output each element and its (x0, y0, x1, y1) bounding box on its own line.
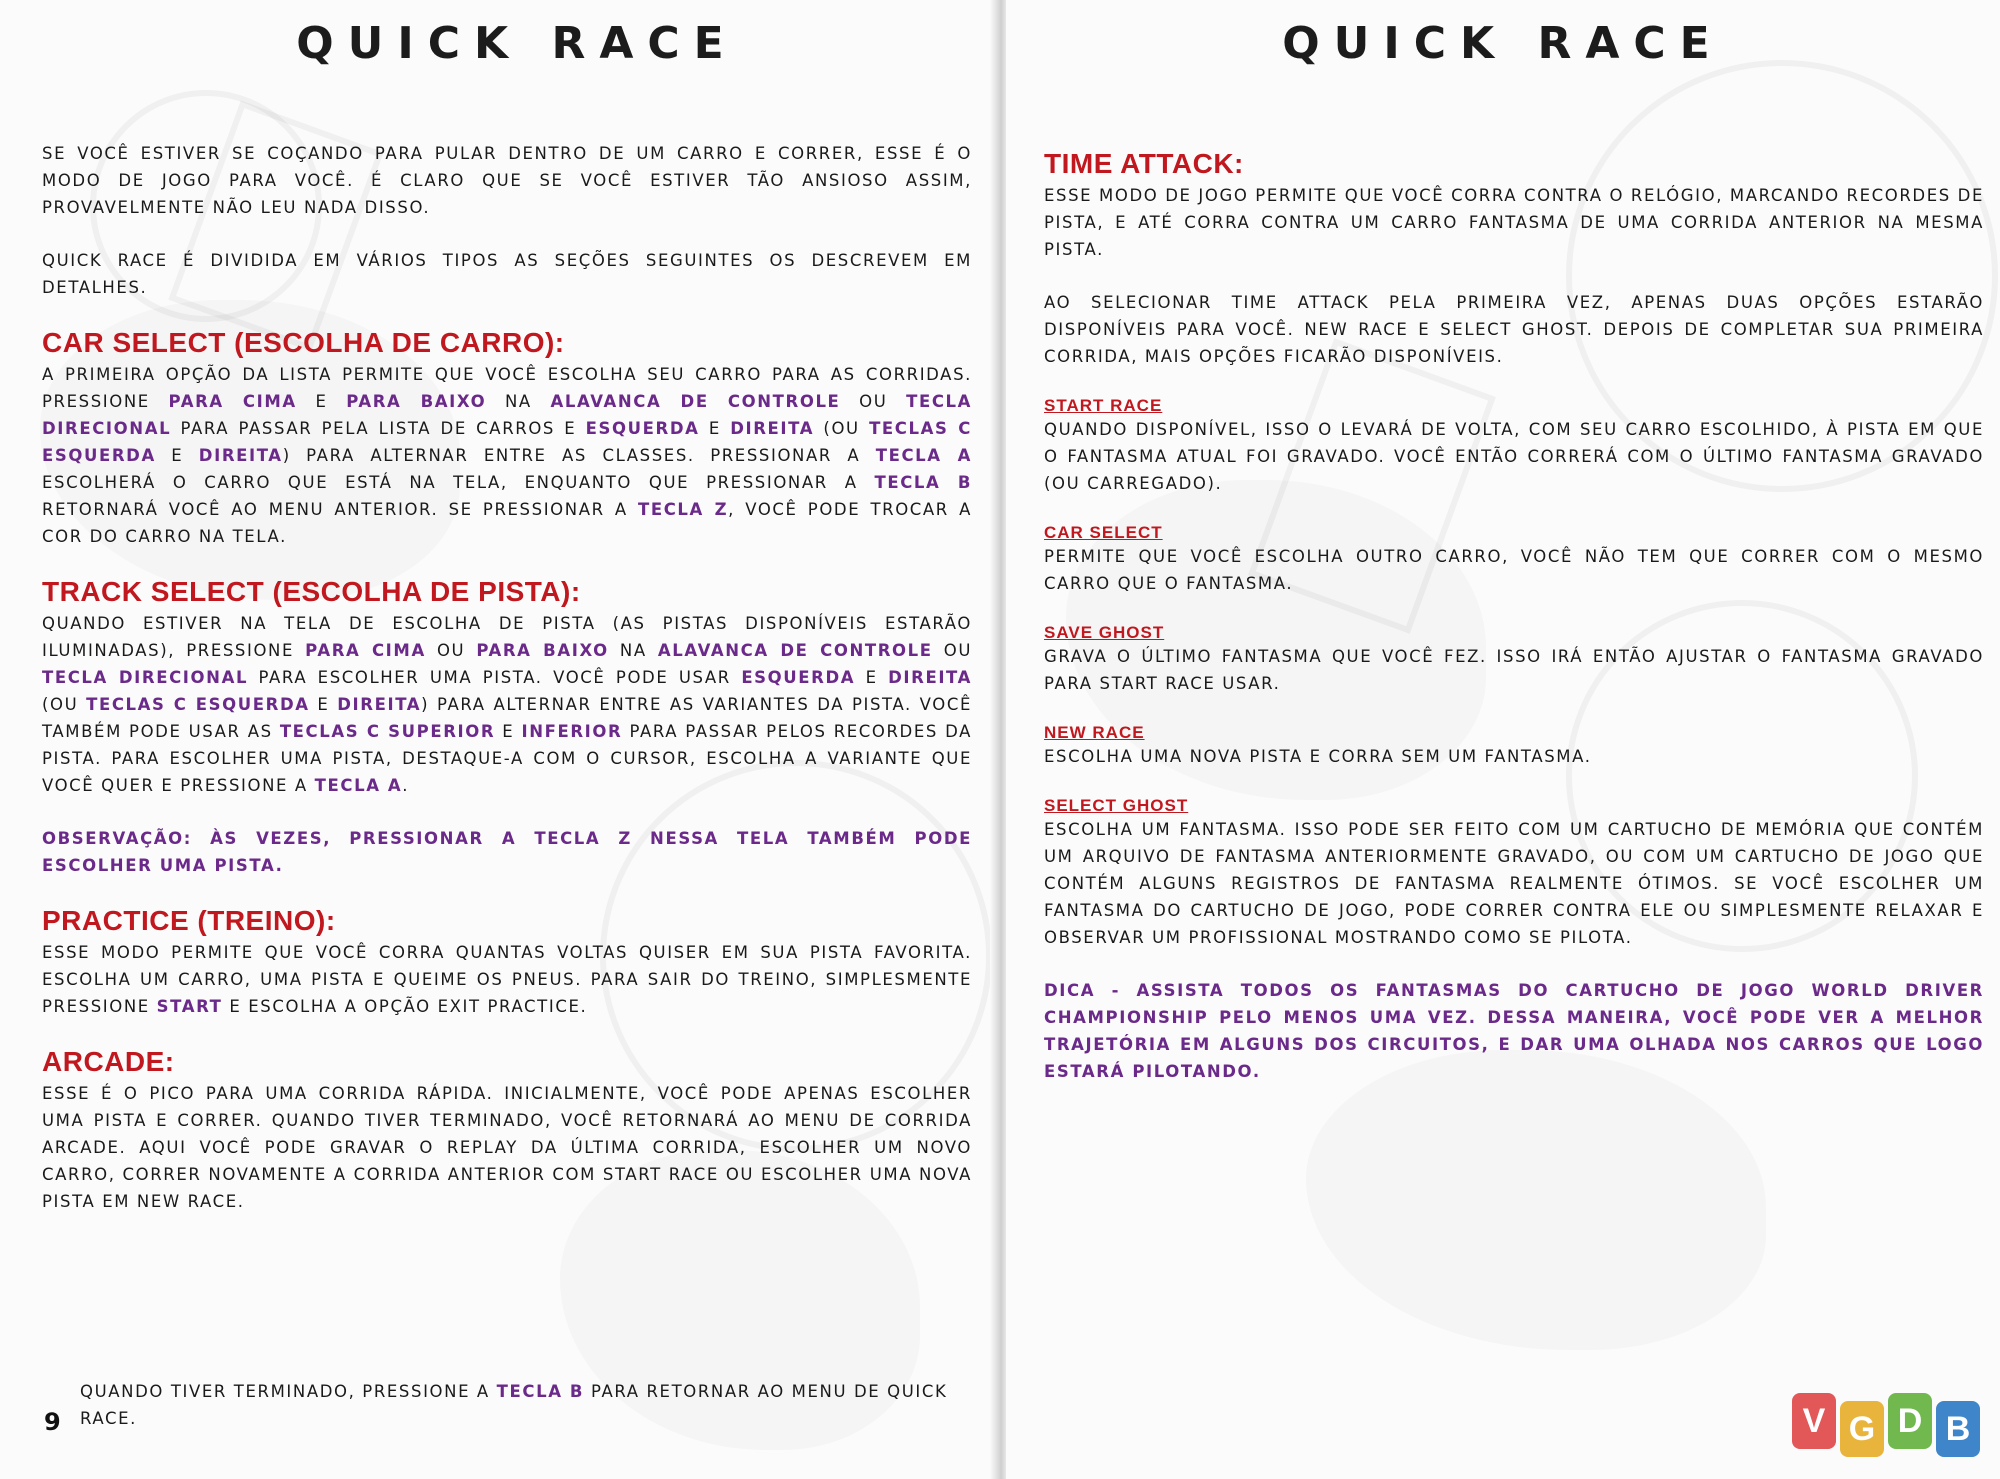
car-select-text: A PRIMEIRA OPÇÃO DA LISTA PERMITE QUE VOCÊ ESCOLHA SEU CARRO PARA AS CORRIDAS. PRESSIONE PARA CIMA E PARA BAIXO NA ALAVANCA DE CONTROLE OU TECLA DIRECIONAL PARA PASSAR PELA LISTA DE CARROS E ESQUERDA E DIREITA (OU TECLAS C ESQUERDA E DIREITA) PARA ALTERNAR ENTRE AS CLASSES. PRESSIONAR A TECLA A ESCOLHERÁ O CARRO QUE ESTÁ NA TELA, ENQUANTO QUE PRESSIONAR A TECLA B RETORNARÁ VOCÊ AO MENU ANTERIOR. SE PRESSIONAR A TECLA Z, VOCÊ PODE TROCAR A COR DO CARRO NA TELA. (42, 365, 973, 546)
start-race-text: QUANDO DISPONÍVEL, ISSO O LEVARÁ DE VOLTA, COM SEU CARRO ESCOLHIDO, À PISTA EM QUE O FANTASMA ATUAL FOI GRAVADO. VOCÊ ENTÃO CORRERÁ COM O ÚLTIMO FANTASMA GRAVADO (OU CARREGADO). (1044, 420, 1984, 493)
section-heading-track-select: TRACK SELECT (ESCOLHA DE PISTA): (42, 576, 581, 607)
save-ghost-text: GRAVA O ÚLTIMO FANTASMA QUE VOCÊ FEZ. ISSO IRÁ ENTÃO AJUSTAR O FANTASMA GRAVADO PARA START RACE USAR. (1044, 647, 1984, 693)
logo-letter: B (1936, 1401, 1980, 1457)
section-heading-arcade: ARCADE: (42, 1046, 175, 1077)
new-race-text: ESCOLHA UMA NOVA PISTA E CORRA SEM UM FANTASMA. (1044, 747, 1592, 766)
left-page (0, 0, 994, 1479)
arcade-text: ESSE É O PICO PARA UMA CORRIDA RÁPIDA. INICIALMENTE, VOCÊ PODE APENAS ESCOLHER UMA PISTA E CORRER. QUANDO TIVER TERMINADO, VOCÊ RETORNARÁ AO MENU DE CORRIDA ARCADE. AQUI VOCÊ PODE GRAVAR O REPLAY DA ÚLTIMA CORRIDA, ESCOLHER UM NOVO CARRO, CORRER NOVAMENTE A CORRIDA ANTERIOR COM START RACE OU ESCOLHER UMA NOVA PISTA EM NEW RACE. (42, 1084, 972, 1211)
subheading-new-race: NEW RACE (1044, 723, 1145, 742)
intro-paragraph: QUICK RACE É DIVIDIDA EM VÁRIOS TIPOS AS SEÇÕES SEGUINTES OS DESCREVEM EM DETALHES. (42, 251, 972, 297)
logo-letter: D (1888, 1393, 1932, 1449)
logo-letter: G (1840, 1401, 1884, 1457)
subheading-select-ghost: SELECT GHOST (1044, 796, 1189, 815)
footer-text: QUANDO TIVER TERMINADO, PRESSIONE A TECLA B PARA RETORNAR AO MENU DE QUICK RACE. (80, 1382, 948, 1428)
track-select-text: QUANDO ESTIVER NA TELA DE ESCOLHA DE PISTA (AS PISTAS DISPONÍVEIS ESTARÃO ILUMINADAS), PRESSIONE PARA CIMA OU PARA BAIXO NA ALAVANCA DE CONTROLE OU TECLA DIRECIONAL PARA ESCOLHER UMA PISTA. VOCÊ PODE USAR ESQUERDA E DIREITA (OU TECLAS C ESQUERDA E DIREITA) PARA ALTERNAR ENTRE AS VARIANTES DA PISTA. VOCÊ TAMBÉM PODE USAR AS TECLAS C SUPERIOR E INFERIOR PARA PASSAR PELOS RECORDES DA PISTA. PARA ESCOLHER UMA PISTA, DESTAQUE-A COM O CURSOR, ESCOLHA A VARIANTE QUE VOCÊ QUER E PRESSIONE A TECLA A. (42, 614, 973, 795)
practice-text: ESSE MODO PERMITE QUE VOCÊ CORRA QUANTAS VOLTAS QUISER EM SUA PISTA FAVORITA. ESCOLHA UM CARRO, UMA PISTA E QUEIME OS PNEUS. PARA SAIR DO TREINO, SIMPLESMENTE PRESSIONE START E ESCOLHA A OPÇÃO EXIT PRACTICE. (42, 943, 972, 1016)
observation-note: OBSERVAÇÃO: ÀS VEZES, PRESSIONAR A TECLA Z NESSA TELA TAMBÉM PODE ESCOLHER UMA PISTA. (42, 829, 972, 875)
left-content (42, 140, 972, 1241)
subheading-save-ghost: SAVE GHOST (1044, 623, 1165, 642)
right-page (1006, 0, 2000, 1479)
page-title: QUICK RACE (1282, 18, 1724, 69)
select-ghost-text: ESCOLHA UM FANTASMA. ISSO PODE SER FEITO COM UM CARTUCHO DE MEMÓRIA QUE CONTÉM UM ARQUIVO DE FANTASMA ANTERIORMENTE GRAVADO, OU COM UM CARTUCHO DE JOGO QUE CONTÉM ALGUNS REGISTROS DE FANTASMA REALMENTE ÓTIMOS. SE VOCÊ ESCOLHER UM FANTASMA DO CARTUCHO DE JOGO, PODE CORRER CONTRA ELE OU SIMPLESMENTE RELAXAR E OBSERVAR UM PROFISSIONAL MOSTRANDO COMO SE PILOTA. (1044, 820, 1984, 947)
car-select-text: PERMITE QUE VOCÊ ESCOLHA OUTRO CARRO, VOCÊ NÃO TEM QUE CORRER COM O MESMO CARRO QUE O FANTASMA. (1044, 547, 1984, 593)
subheading-start-race: START RACE (1044, 396, 1163, 415)
page-title: QUICK RACE (296, 18, 738, 69)
time-attack-text: ESSE MODO DE JOGO PERMITE QUE VOCÊ CORRA CONTRA O RELÓGIO, MARCANDO RECORDES DE PISTA, E ATÉ CORRA CONTRA UM CARRO FANTASMA DE UMA CORRIDA ANTERIOR NA MESMA PISTA. (1044, 186, 1984, 259)
time-attack-text: AO SELECIONAR TIME ATTACK PELA PRIMEIRA VEZ, APENAS DUAS OPÇÕES ESTARÃO DISPONÍVEIS PARA VOCÊ. NEW RACE E SELECT GHOST. DEPOIS DE COMPLETAR SUA PRIMEIRA CORRIDA, MAIS OPÇÕES FICARÃO DISPONÍVEIS. (1044, 293, 1984, 366)
vgdb-logo (1792, 1393, 1980, 1455)
section-heading-practice: PRACTICE (TREINO): (42, 905, 336, 936)
page-number: 9 (44, 1408, 61, 1436)
section-heading-time-attack: TIME ATTACK: (1044, 148, 1244, 179)
intro-paragraph: SE VOCÊ ESTIVER SE COÇANDO PARA PULAR DENTRO DE UM CARRO E CORRER, ESSE É O MODO DE JOGO PARA VOCÊ. É CLARO QUE SE VOCÊ ESTIVER TÃO ANSIOSO ASSIM, PROVAVELMENTE NÃO LEU NADA DISSO. (42, 144, 972, 217)
logo-letter: V (1792, 1393, 1836, 1449)
right-content (1044, 140, 1984, 1111)
tip-note: DICA - ASSISTA TODOS OS FANTASMAS DO CARTUCHO DE JOGO WORLD DRIVER CHAMPIONSHIP PELO MENOS UMA VEZ. DESSA MANEIRA, VOCÊ PODE VER A MELHOR TRAJETÓRIA EM ALGUNS DOS CIRCUITOS, E DAR UMA OLHADA NOS CARROS QUE LOGO ESTARÁ PILOTANDO. (1044, 981, 1984, 1081)
subheading-car-select: CAR SELECT (1044, 523, 1163, 542)
section-heading-car-select: CAR SELECT (ESCOLHA DE CARRO): (42, 327, 565, 358)
